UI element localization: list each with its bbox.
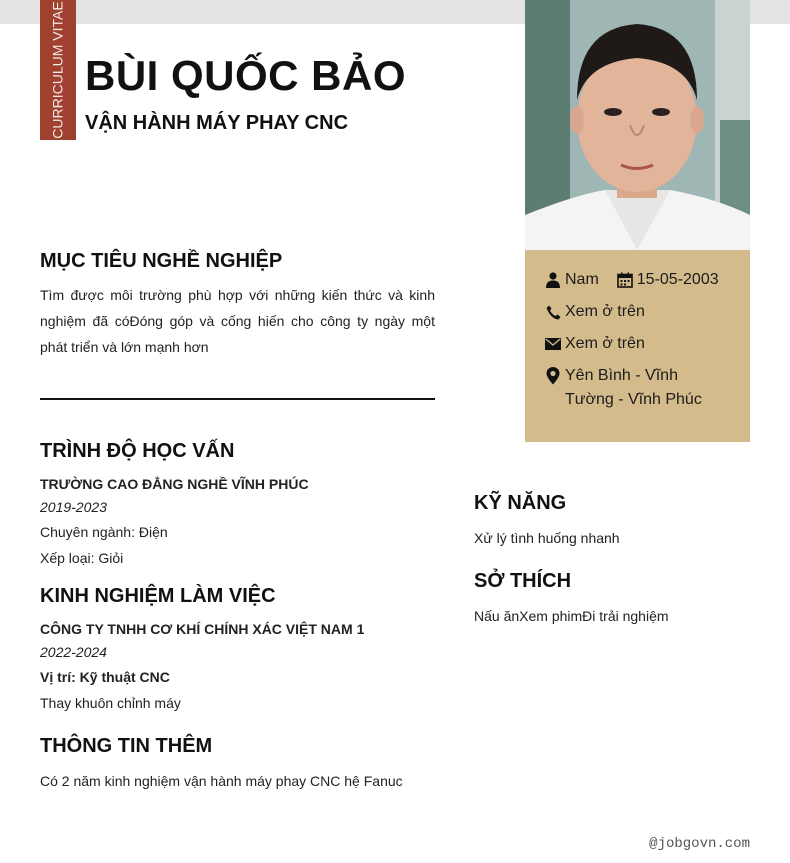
education-title: TRÌNH ĐỘ HỌC VẤN <box>40 440 235 462</box>
hobbies-text: Nấu ănXem phimĐi trải nghiệm <box>474 608 669 624</box>
additional-info-title: THÔNG TIN THÊM <box>40 735 213 757</box>
profile-photo-illustration <box>525 0 750 250</box>
education-major: Chuyên ngành: Điện <box>40 524 168 540</box>
objective-title: MỤC TIÊU NGHỀ NGHIỆP <box>40 250 283 272</box>
skills-text: Xử lý tình huống nhanh <box>474 530 620 546</box>
phone-value[interactable]: Xem ở trên <box>565 303 645 320</box>
cv-tab-label: CURRICULUM VITAE <box>50 1 67 139</box>
education-grade: Xếp loại: Giỏi <box>40 550 124 566</box>
phone-icon <box>545 302 561 322</box>
experience-years: 2022-2024 <box>40 644 107 660</box>
gender-birthdate-row <box>545 270 730 290</box>
calendar-icon <box>617 270 633 290</box>
personal-info-box <box>525 250 750 442</box>
skills-title: KỸ NĂNG <box>474 492 567 514</box>
phone-row <box>545 302 730 322</box>
curriculum-vitae-tab <box>40 0 76 140</box>
location-pin-icon <box>545 366 561 386</box>
additional-info-text: Có 2 năm kinh nghiệm vận hành máy phay CNC hệ Fanuc <box>40 773 403 789</box>
watermark: @jobgovn.com <box>649 836 750 852</box>
experience-description: Thay khuôn chỉnh máy <box>40 695 181 711</box>
address-row <box>545 366 730 412</box>
education-years: 2019-2023 <box>40 499 107 515</box>
hobbies-title: SỞ THÍCH <box>474 570 572 592</box>
address-value: Yên Bình - Vĩnh Tường - Vĩnh Phúc <box>565 367 702 408</box>
email-value[interactable]: Xem ở trên <box>565 335 645 352</box>
objective-text: Tìm được môi trường phù hợp với những kiến thức và kinh nghiệm đã cóĐóng góp và cống hiến cho công ty ngày một phát triển và lớn mạnh hơn <box>40 287 435 355</box>
section-divider <box>40 398 435 400</box>
profile-photo <box>525 0 750 250</box>
experience-company: CÔNG TY TNHH CƠ KHÍ CHÍNH XÁC VIỆT NAM 1 <box>40 621 365 637</box>
job-title: VẬN HÀNH MÁY PHAY CNC <box>85 112 349 134</box>
mail-icon <box>545 334 561 354</box>
experience-title: KINH NGHIỆM LÀM VIỆC <box>40 585 276 607</box>
email-row <box>545 334 730 354</box>
experience-position: Vị trí: Kỹ thuật CNC <box>40 669 170 685</box>
gender-value: Nam <box>565 271 599 288</box>
education-school: TRƯỜNG CAO ĐẲNG NGHỀ VĨNH PHÚC <box>40 476 309 492</box>
candidate-name: BÙI QUỐC BẢO <box>85 52 406 99</box>
person-icon <box>545 270 561 290</box>
birthdate-value: 15-05-2003 <box>636 271 719 288</box>
